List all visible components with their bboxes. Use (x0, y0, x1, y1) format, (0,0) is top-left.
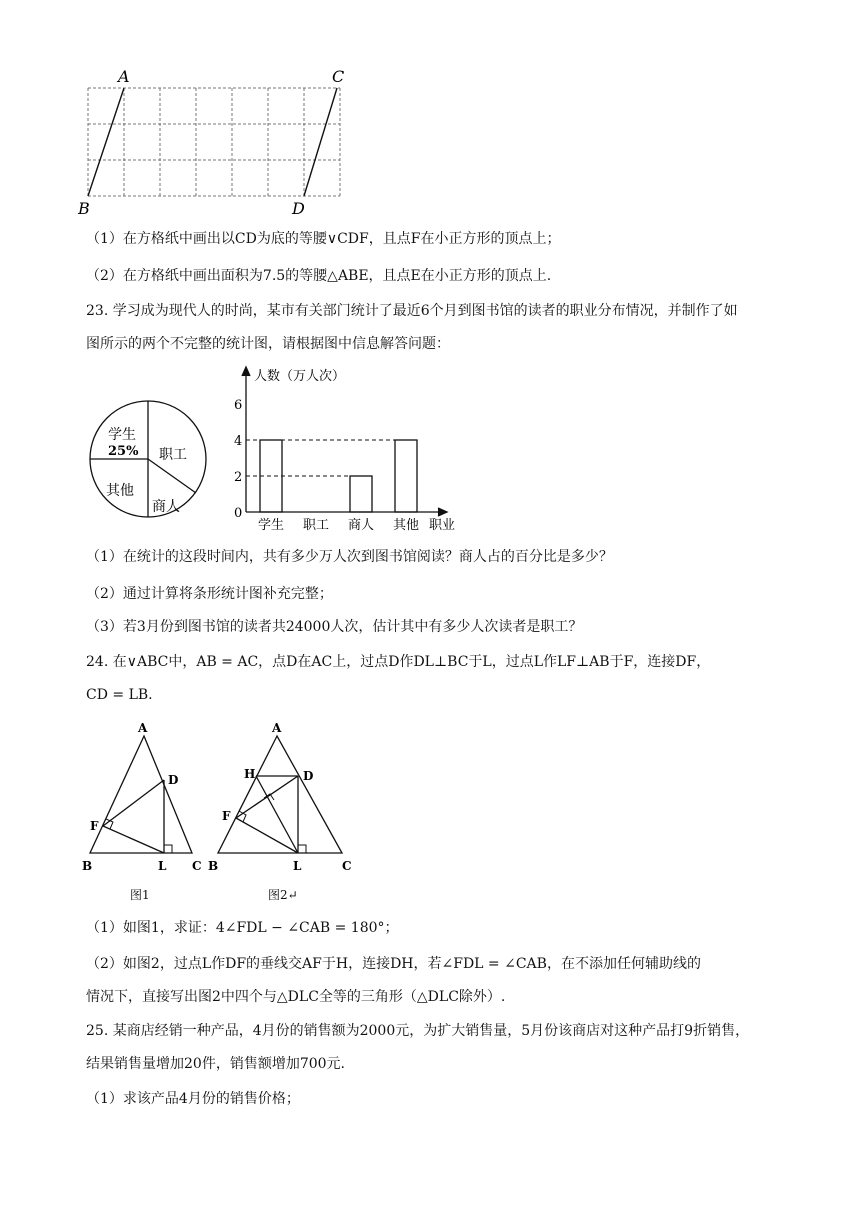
fig1-label-d: D (168, 773, 179, 787)
x-axis-label: 职业 (429, 518, 456, 533)
grid-lines (88, 88, 340, 196)
segment-cd (304, 88, 337, 196)
fig1-label-l: L (158, 859, 167, 873)
q23-stem-line1: 23. 学习成为现代人的时尚，某市有关部门统计了最近6个月到图书馆的读者的职业分布情况，并制作了如 (86, 303, 738, 319)
q23-part3: （3）若3月份到图书馆的读者共24000人次，估计其中有多少人次读者是职工？ (86, 619, 583, 635)
bar-chart (226, 362, 476, 537)
x-category-label: 职工 (303, 518, 330, 533)
triangle-abc-2 (218, 736, 342, 853)
label-a: A (118, 67, 130, 86)
q24-stem-line1: 24. 在∨ABC中，AB = AC，点D在AC上，过点D作DL⊥BC于L，过点L作LF⊥AB于F，连接DF， (86, 654, 711, 670)
pie-chart (84, 395, 214, 525)
q25-stem-line2: 结果销售量增加20件，销售额增加700元. (86, 1056, 345, 1072)
y-tick-label: 0 (234, 506, 243, 521)
q24-part1: （1）如图1，求证：4∠FDL − ∠CAB = 180°； (86, 920, 399, 936)
q24-part2-line2: 情况下，直接写出图2中四个与△DLC全等的三角形（△DLC除外）. (86, 989, 506, 1005)
fig2-label-c: C (342, 859, 352, 873)
segment-df (103, 780, 164, 826)
right-angle-l-2 (298, 845, 306, 853)
label-d: D (292, 199, 305, 218)
fig2-label-d: D (303, 769, 314, 783)
fig2-label-b: B (208, 859, 219, 873)
segment-ab (88, 88, 124, 196)
fig1-label-a: A (138, 721, 148, 735)
q24-stem-line2: CD = LB. (86, 687, 153, 703)
fig2-label-h: H (244, 767, 256, 781)
figure-2 (200, 718, 370, 878)
y-tick-label: 4 (234, 434, 243, 449)
x-category-label: 其他 (393, 518, 420, 533)
q23-part1: （1）在统计的这段时间内，共有多少万人次到图书馆阅读？商人占的百分比是多少？ (86, 549, 613, 565)
y-tick-label: 2 (234, 470, 243, 485)
pie-divider-merchant (148, 459, 196, 493)
pie-label-worker: 职工 (159, 447, 187, 463)
pie-label-student: 学生 (108, 427, 136, 443)
bar-3 (395, 440, 417, 512)
label-c: C (332, 67, 345, 86)
q23-stem-line2: 图所示的两个不完整的统计图，请根据图中信息解答问题： (86, 336, 450, 352)
q22-part2: （2）在方格纸中画出面积为7.5的等腰△ABE，且点E在小正方形的顶点上. (86, 268, 552, 284)
x-category-label: 商人 (348, 518, 375, 533)
triangle-abc (90, 736, 192, 853)
pie-label-other: 其他 (106, 483, 134, 499)
x-category-label: 学生 (258, 518, 285, 533)
q24-part2-line1: （2）如图2，过点L作DF的垂线交AF于H，连接DH，若∠FDL = ∠CAB，在不添加任何辅助线的 (86, 956, 701, 972)
q25-part1: （1）求该产品4月份的销售价格； (86, 1091, 300, 1107)
q22-part1: （1）在方格纸中画出以CD为底的等腰∨CDF，且点F在小正方形的顶点上； (86, 231, 561, 247)
y-tick-label: 6 (234, 398, 243, 413)
segment-lf (103, 826, 164, 853)
right-angle-l (164, 845, 172, 853)
fig1-caption: 图1 (130, 888, 150, 902)
fig1-label-b: B (82, 859, 93, 873)
figure-1 (78, 718, 208, 878)
fig2-label-a: A (272, 721, 282, 735)
fig2-caption: 图2↵ (268, 888, 298, 902)
fig2-label-l: L (293, 859, 302, 873)
pie-label-merchant: 商人 (152, 499, 180, 515)
q23-part2: （2）通过计算将条形统计图补充完整； (86, 586, 333, 602)
grid-figure (70, 66, 370, 218)
fig1-label-c: C (192, 859, 202, 873)
fig2-label-f: F (222, 809, 231, 823)
q25-stem-line1: 25. 某商店经销一种产品，4月份的销售额为2000元，为扩大销售量，5月份该商店对这种产品打9折销售， (86, 1023, 750, 1039)
fig1-label-f: F (90, 819, 99, 833)
label-b: B (78, 199, 90, 218)
segment-fd-extra (236, 776, 298, 818)
y-axis-label: 人数（万人次） (254, 369, 346, 384)
bar-2 (350, 476, 372, 512)
pie-label-student-pct: 25% (108, 444, 139, 459)
